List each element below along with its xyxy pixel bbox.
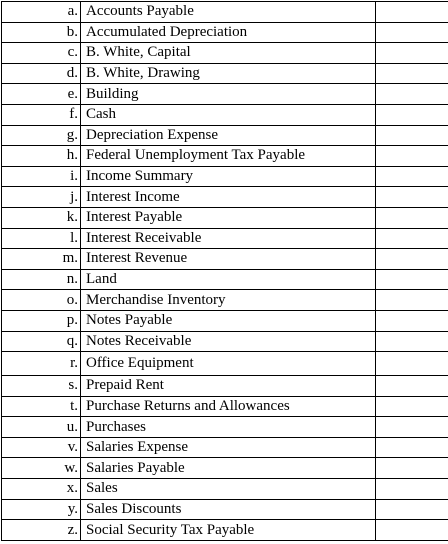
account-name: Salaries Expense <box>81 437 376 458</box>
table-row <box>2 166 448 187</box>
account-name: Interest Payable <box>81 207 376 228</box>
accounts-table-body <box>2 2 448 541</box>
table-row <box>2 22 448 43</box>
account-letter: i. <box>2 166 81 187</box>
account-letter: x. <box>2 479 81 500</box>
account-letter: d. <box>2 63 81 84</box>
account-letter: l. <box>2 228 81 249</box>
account-name: Federal Unemployment Tax Payable <box>81 146 376 167</box>
account-name: Notes Payable <box>81 310 376 331</box>
answer-cell[interactable] <box>376 166 448 187</box>
table-row <box>2 249 448 270</box>
answer-cell[interactable] <box>376 479 448 500</box>
table-row <box>2 479 448 500</box>
table-row <box>2 104 448 125</box>
table-row <box>2 417 448 438</box>
account-name: Purchases <box>81 417 376 438</box>
account-name: Depreciation Expense <box>81 125 376 146</box>
table-row <box>2 290 448 311</box>
account-letter: k. <box>2 207 81 228</box>
account-name: B. White, Capital <box>81 43 376 64</box>
table-row <box>2 187 448 208</box>
account-name: Income Summary <box>81 166 376 187</box>
answer-cell[interactable] <box>376 437 448 458</box>
answer-cell[interactable] <box>376 63 448 84</box>
account-letter: a. <box>2 2 81 23</box>
table-row <box>2 125 448 146</box>
table-row <box>2 228 448 249</box>
account-letter: y. <box>2 499 81 520</box>
account-letter: u. <box>2 417 81 438</box>
answer-cell[interactable] <box>376 352 448 376</box>
table-row <box>2 84 448 105</box>
answer-cell[interactable] <box>376 43 448 64</box>
account-letter: n. <box>2 269 81 290</box>
account-name: Accounts Payable <box>81 2 376 23</box>
account-name: B. White, Drawing <box>81 63 376 84</box>
account-name: Prepaid Rent <box>81 376 376 397</box>
account-name: Merchandise Inventory <box>81 290 376 311</box>
account-letter: c. <box>2 43 81 64</box>
table-row <box>2 269 448 290</box>
account-letter: z. <box>2 520 81 541</box>
answer-cell[interactable] <box>376 146 448 167</box>
account-name: Accumulated Depreciation <box>81 22 376 43</box>
table-row <box>2 437 448 458</box>
answer-cell[interactable] <box>376 290 448 311</box>
table-row <box>2 396 448 417</box>
answer-cell[interactable] <box>376 228 448 249</box>
table-row <box>2 458 448 479</box>
account-name: Social Security Tax Payable <box>81 520 376 541</box>
answer-cell[interactable] <box>376 2 448 23</box>
table-row <box>2 63 448 84</box>
account-name: Sales Discounts <box>81 499 376 520</box>
account-letter: b. <box>2 22 81 43</box>
account-letter: w. <box>2 458 81 479</box>
answer-cell[interactable] <box>376 104 448 125</box>
answer-cell[interactable] <box>376 249 448 270</box>
account-name: Cash <box>81 104 376 125</box>
answer-cell[interactable] <box>376 499 448 520</box>
table-row <box>2 376 448 397</box>
account-name: Interest Revenue <box>81 249 376 270</box>
account-letter: m. <box>2 249 81 270</box>
account-letter: f. <box>2 104 81 125</box>
answer-cell[interactable] <box>376 376 448 397</box>
accounts-table <box>1 1 448 541</box>
account-letter: t. <box>2 396 81 417</box>
table-row <box>2 146 448 167</box>
table-row <box>2 207 448 228</box>
table-row <box>2 499 448 520</box>
account-name: Office Equipment <box>81 352 376 376</box>
account-letter: h. <box>2 146 81 167</box>
table-row <box>2 2 448 23</box>
answer-cell[interactable] <box>376 22 448 43</box>
account-name: Building <box>81 84 376 105</box>
account-letter: o. <box>2 290 81 311</box>
answer-cell[interactable] <box>376 417 448 438</box>
account-letter: v. <box>2 437 81 458</box>
answer-cell[interactable] <box>376 458 448 479</box>
answer-cell[interactable] <box>376 269 448 290</box>
table-row <box>2 520 448 541</box>
answer-cell[interactable] <box>376 520 448 541</box>
account-name: Purchase Returns and Allowances <box>81 396 376 417</box>
answer-cell[interactable] <box>376 187 448 208</box>
account-name: Sales <box>81 479 376 500</box>
answer-cell[interactable] <box>376 125 448 146</box>
account-letter: s. <box>2 376 81 397</box>
table-row <box>2 43 448 64</box>
account-name: Interest Income <box>81 187 376 208</box>
account-letter: r. <box>2 352 81 376</box>
answer-cell[interactable] <box>376 84 448 105</box>
account-name: Salaries Payable <box>81 458 376 479</box>
account-letter: j. <box>2 187 81 208</box>
table-row <box>2 310 448 331</box>
answer-cell[interactable] <box>376 310 448 331</box>
account-letter: g. <box>2 125 81 146</box>
account-name: Interest Receivable <box>81 228 376 249</box>
answer-cell[interactable] <box>376 396 448 417</box>
account-name: Land <box>81 269 376 290</box>
account-letter: p. <box>2 310 81 331</box>
account-letter: q. <box>2 331 81 352</box>
table-row <box>2 352 448 376</box>
account-letter: e. <box>2 84 81 105</box>
account-name: Notes Receivable <box>81 331 376 352</box>
table-row <box>2 331 448 352</box>
answer-cell[interactable] <box>376 207 448 228</box>
answer-cell[interactable] <box>376 331 448 352</box>
